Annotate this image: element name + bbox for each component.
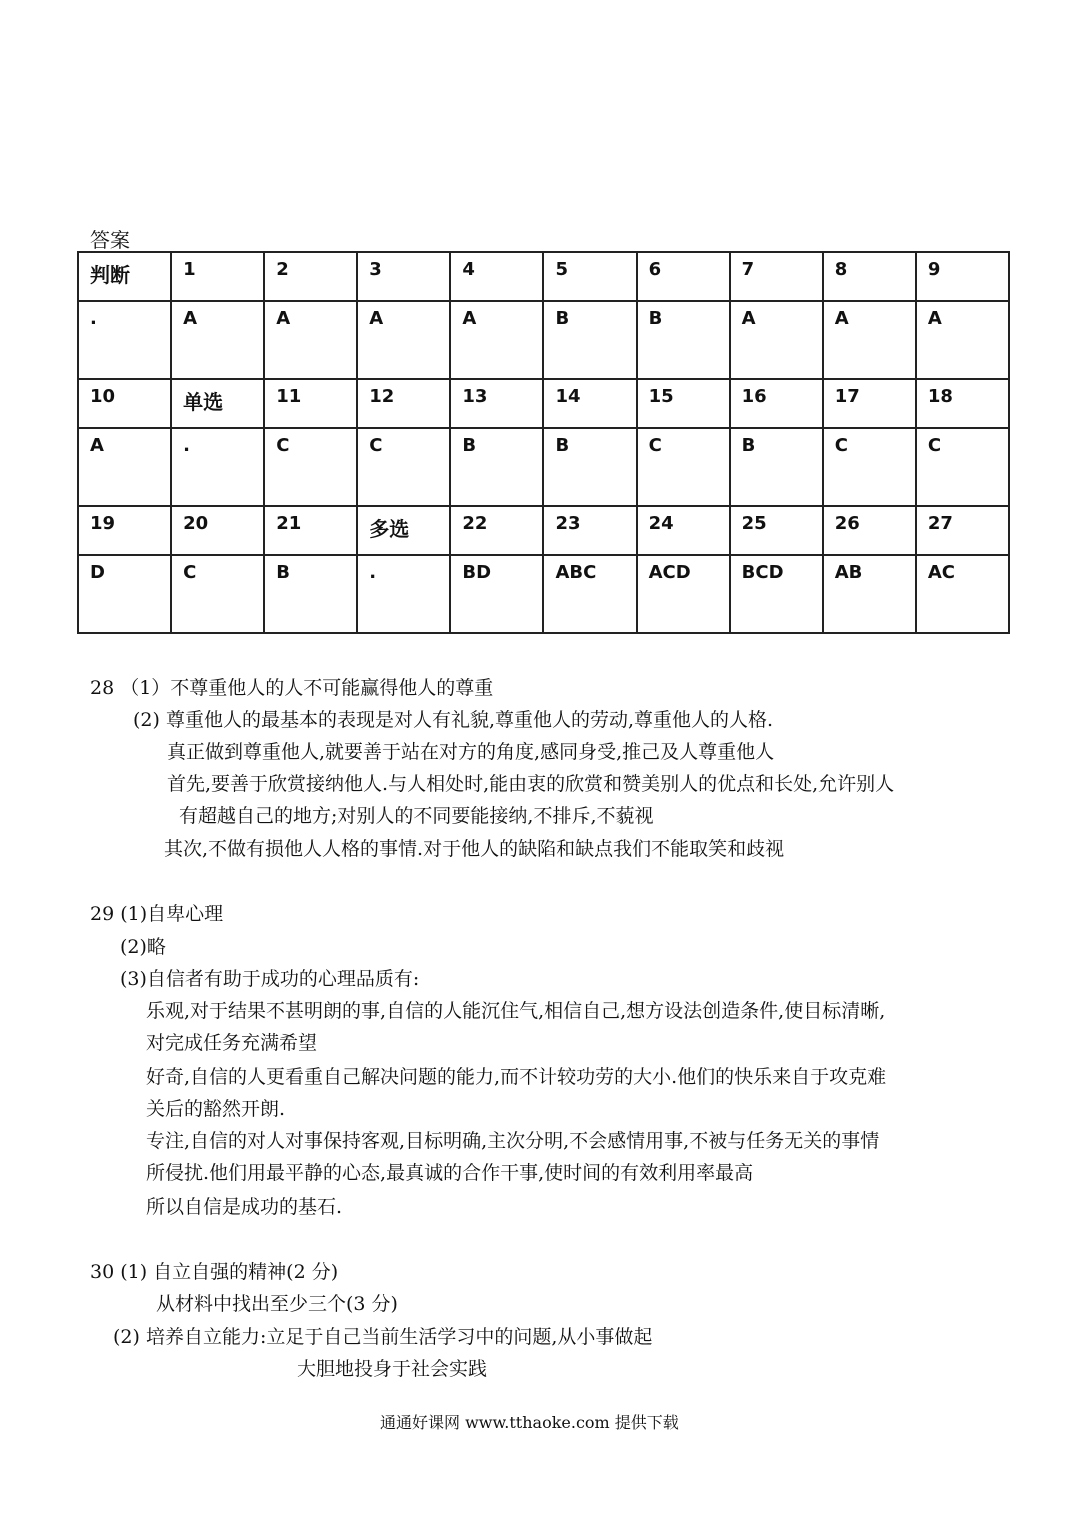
q29-line-1: 29 (1)自卑心理 xyxy=(90,903,224,925)
table-cell: 5 xyxy=(543,252,636,301)
q30-line-3: (2) 培养自立能力:立足于自己当前生活学习中的问题,从小事做起 xyxy=(113,1326,653,1348)
answer-title: 答案 xyxy=(90,228,130,252)
table-cell: 9 xyxy=(916,252,1009,301)
table-cell: A xyxy=(78,428,171,506)
table-cell: 6 xyxy=(637,252,730,301)
footer-source: 通通好课网 www.tthaoke.com 提供下载 xyxy=(380,1413,679,1432)
table-cell: A xyxy=(357,301,450,379)
table-row xyxy=(78,506,1009,555)
table-cell: ABC xyxy=(543,555,636,633)
table-cell: B xyxy=(637,301,730,379)
q29-line-9: 所侵扰.他们用最平静的心态,最真诚的合作干事,使时间的有效利用率最高 xyxy=(146,1162,754,1184)
table-cell: 4 xyxy=(450,252,543,301)
table-cell: C xyxy=(171,555,264,633)
table-cell: A xyxy=(450,301,543,379)
q29-line-7: 关后的豁然开朗. xyxy=(146,1098,286,1120)
q30-line-2: 从材料中找出至少三个(3 分) xyxy=(156,1293,398,1315)
table-cell: 25 xyxy=(730,506,823,555)
table-cell: 10 xyxy=(78,379,171,428)
table-cell: BCD xyxy=(730,555,823,633)
table-cell: B xyxy=(264,555,357,633)
table-cell: 23 xyxy=(543,506,636,555)
q29-line-2: (2)略 xyxy=(120,936,166,958)
q29-line-8: 专注,自信的对人对事保持客观,目标明确,主次分明,不会感情用事,不被与任务无关的事情 xyxy=(146,1130,880,1152)
table-row xyxy=(78,379,1009,428)
table-cell: A xyxy=(916,301,1009,379)
table-cell: 21 xyxy=(264,506,357,555)
answer-table xyxy=(77,251,1010,634)
table-cell: 19 xyxy=(78,506,171,555)
table-row xyxy=(78,252,1009,301)
table-cell: A xyxy=(264,301,357,379)
table-cell: 12 xyxy=(357,379,450,428)
q28-line-4: 首先,要善于欣赏接纳他人.与人相处时,能由衷的欣赏和赞美别人的优点和长处,允许别人 xyxy=(167,773,895,795)
table-cell: 3 xyxy=(357,252,450,301)
table-cell: 22 xyxy=(450,506,543,555)
q29-line-10: 所以自信是成功的基石. xyxy=(146,1196,343,1218)
table-cell: 13 xyxy=(450,379,543,428)
table-cell: A xyxy=(823,301,916,379)
table-cell: A xyxy=(171,301,264,379)
table-cell: 8 xyxy=(823,252,916,301)
table-cell: 17 xyxy=(823,379,916,428)
table-cell: 18 xyxy=(916,379,1009,428)
q29-line-4: 乐观,对于结果不甚明朗的事,自信的人能沉住气,相信自己,想方设法创造条件,使目标清晰, xyxy=(146,1000,886,1022)
table-cell: 15 xyxy=(637,379,730,428)
table-cell: B xyxy=(543,301,636,379)
table-cell: C xyxy=(637,428,730,506)
table-cell: . xyxy=(171,428,264,506)
table-row xyxy=(78,301,1009,379)
q28-line-3: 真正做到尊重他人,就要善于站在对方的角度,感同身受,推己及人尊重他人 xyxy=(167,741,775,763)
table-cell: 2 xyxy=(264,252,357,301)
table-row xyxy=(78,555,1009,633)
q28-line-6: 其次,不做有损他人人格的事情.对于他人的缺陷和缺点我们不能取笑和歧视 xyxy=(164,838,785,860)
table-cell: AB xyxy=(823,555,916,633)
q30-line-4: 大胆地投身于社会实践 xyxy=(297,1358,488,1380)
table-cell: BD xyxy=(450,555,543,633)
table-cell: . xyxy=(357,555,450,633)
table-cell: 多选 xyxy=(357,506,450,555)
table-cell: A xyxy=(730,301,823,379)
table-cell: 16 xyxy=(730,379,823,428)
q28-line-5: 有超越自己的地方;对别人的不同要能接纳,不排斥,不藐视 xyxy=(179,805,654,827)
table-row xyxy=(78,428,1009,506)
table-cell: 14 xyxy=(543,379,636,428)
table-cell: C xyxy=(916,428,1009,506)
table-cell: 24 xyxy=(637,506,730,555)
table-cell: 11 xyxy=(264,379,357,428)
table-cell: 1 xyxy=(171,252,264,301)
table-cell: ACD xyxy=(637,555,730,633)
table-cell: C xyxy=(823,428,916,506)
table-cell: 20 xyxy=(171,506,264,555)
q29-line-3: (3)自信者有助于成功的心理品质有: xyxy=(120,968,420,990)
q29-line-5: 对完成任务充满希望 xyxy=(146,1032,318,1054)
table-cell: 判断 xyxy=(78,252,171,301)
q28-line-2: (2) 尊重他人的最基本的表现是对人有礼貌,尊重他人的劳动,尊重他人的人格. xyxy=(133,709,774,731)
table-cell: B xyxy=(450,428,543,506)
table-cell: C xyxy=(357,428,450,506)
q30-line-1: 30 (1) 自立自强的精神(2 分) xyxy=(90,1261,339,1283)
table-cell: 7 xyxy=(730,252,823,301)
table-cell: B xyxy=(543,428,636,506)
table-cell: 单选 xyxy=(171,379,264,428)
q28-line-1: 28 （1）不尊重他人的人不可能赢得他人的尊重 xyxy=(90,677,494,699)
table-cell: AC xyxy=(916,555,1009,633)
q29-line-6: 好奇,自信的人更看重自己解决问题的能力,而不计较功劳的大小.他们的快乐来自于攻克难 xyxy=(146,1066,887,1088)
table-cell: C xyxy=(264,428,357,506)
table-cell: D xyxy=(78,555,171,633)
table-cell: 27 xyxy=(916,506,1009,555)
table-cell: B xyxy=(730,428,823,506)
table-cell: 26 xyxy=(823,506,916,555)
table-cell: . xyxy=(78,301,171,379)
